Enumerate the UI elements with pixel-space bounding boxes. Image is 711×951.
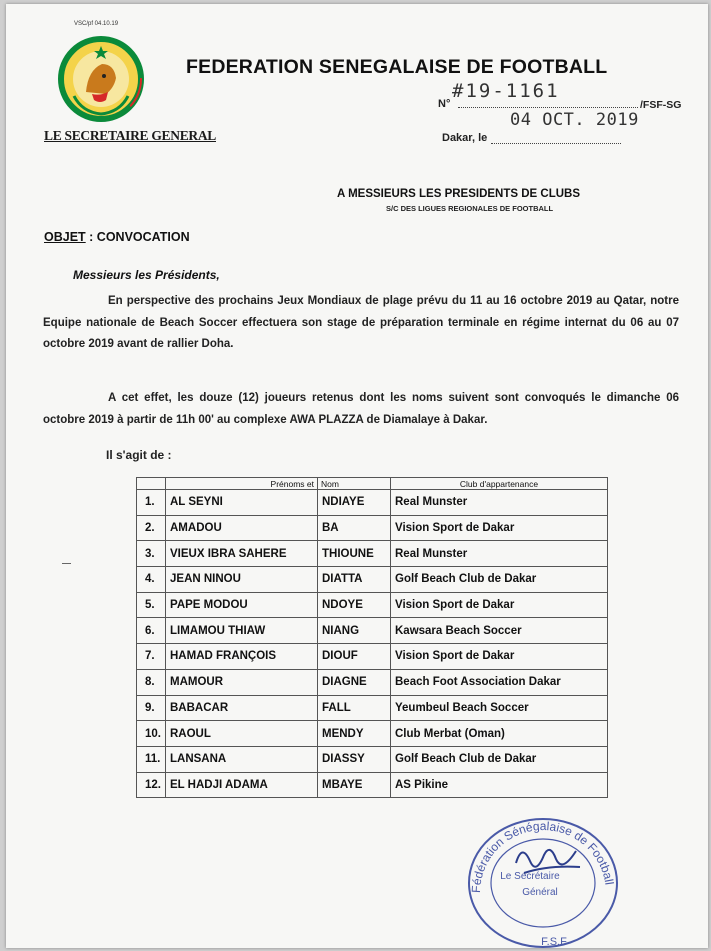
seal-center-line-1: Le Secrétaire xyxy=(500,871,560,882)
player-number: 4. xyxy=(137,567,166,593)
player-club: Real Munster xyxy=(391,490,608,516)
player-first-name: VIEUX IBRA SAHERE xyxy=(166,541,318,567)
table-row xyxy=(137,490,608,516)
player-club: Golf Beach Club de Dakar xyxy=(391,567,608,593)
player-last-name: NDOYE xyxy=(318,592,391,618)
addressee-line-1: A MESSIEURS LES PRESIDENTS DE CLUBS xyxy=(337,188,581,200)
player-club: AS Pikine xyxy=(391,772,608,798)
player-first-name: BABACAR xyxy=(166,695,318,721)
player-club: Real Munster xyxy=(391,541,608,567)
number-stamp: #19-1161 xyxy=(452,80,560,102)
table-row xyxy=(137,644,608,670)
addressee-line-2: S/C DES LIGUES REGIONALES DE FOOTBALL xyxy=(386,204,554,213)
player-number: 3. xyxy=(137,541,166,567)
table-row xyxy=(137,721,608,747)
player-first-name: LANSANA xyxy=(166,746,318,772)
players-table xyxy=(136,477,608,798)
object-separator: : xyxy=(85,230,97,244)
player-last-name: NDIAYE xyxy=(318,490,391,516)
list-intro: Il s'agit de : xyxy=(106,448,172,462)
player-club: Club Merbat (Oman) xyxy=(391,721,608,747)
player-last-name: BA xyxy=(318,515,391,541)
header-num xyxy=(137,478,166,490)
player-number: 6. xyxy=(137,618,166,644)
date-dotted-line xyxy=(491,133,621,144)
player-number: 8. xyxy=(137,669,166,695)
player-first-name: EL HADJI ADAMA xyxy=(166,772,318,798)
player-last-name: NIANG xyxy=(318,618,391,644)
table-row xyxy=(137,592,608,618)
table-row xyxy=(137,772,608,798)
player-first-name: LIMAMOU THIAW xyxy=(166,618,318,644)
place-label: Dakar, le xyxy=(442,132,488,144)
margin-mark xyxy=(62,563,71,564)
paragraph-1: En perspective des prochains Jeux Mondiaux de plage prévu du 11 au 16 octobre 2019 au Qatar, notre Equipe nationale de Beach Soccer effectuera son stage de préparation terminale en régime internat du 06 au 07 octobre 2019 avant de rallier Doha. xyxy=(43,295,679,350)
table-row xyxy=(137,515,608,541)
player-last-name: DIATTA xyxy=(318,567,391,593)
player-number: 12. xyxy=(137,772,166,798)
player-first-name: HAMAD FRANÇOIS xyxy=(166,644,318,670)
reference-code: VSC/pf 04.10.19 xyxy=(74,21,119,27)
player-first-name: PAPE MODOU xyxy=(166,592,318,618)
player-club: Vision Sport de Dakar xyxy=(391,644,608,670)
table-row xyxy=(137,618,608,644)
number-suffix: /FSF-SG xyxy=(640,99,682,111)
paragraph-2: A cet effet, les douze (12) joueurs retenus dont les noms suivent sont convoqués le dimanche 06 octobre 2019 à partir de 11h 00' au complexe AWA PLAZZA de Diamalaye à Dakar. xyxy=(43,392,679,426)
letter-page xyxy=(6,4,708,948)
federation-title: FEDERATION SENEGALAISE DE FOOTBALL xyxy=(186,56,608,78)
player-club: Golf Beach Club de Dakar xyxy=(391,746,608,772)
table-row xyxy=(137,567,608,593)
object-line xyxy=(44,230,190,244)
player-number: 11. xyxy=(137,746,166,772)
player-first-name: JEAN NINOU xyxy=(166,567,318,593)
number-dotted-line xyxy=(458,97,638,108)
header-nom: Nom xyxy=(318,478,391,490)
table-row xyxy=(137,669,608,695)
player-club: Vision Sport de Dakar xyxy=(391,592,608,618)
player-number: 10. xyxy=(137,721,166,747)
player-club: Vision Sport de Dakar xyxy=(391,515,608,541)
player-number: 7. xyxy=(137,644,166,670)
header-prenoms: Prénoms et xyxy=(166,478,318,490)
player-first-name: AL SEYNI xyxy=(166,490,318,516)
player-number: 5. xyxy=(137,592,166,618)
seal-bottom-text: F.S.F xyxy=(541,936,567,948)
table-row xyxy=(137,695,608,721)
player-last-name: FALL xyxy=(318,695,391,721)
player-first-name: AMADOU xyxy=(166,515,318,541)
seal-center-line-2: Général xyxy=(522,887,558,898)
player-club: Yeumbeul Beach Soccer xyxy=(391,695,608,721)
player-club: Beach Foot Association Dakar xyxy=(391,669,608,695)
player-club: Kawsara Beach Soccer xyxy=(391,618,608,644)
fsf-logo-icon xyxy=(56,34,146,124)
player-last-name: DIAGNE xyxy=(318,669,391,695)
player-last-name: DIOUF xyxy=(318,644,391,670)
player-number: 2. xyxy=(137,515,166,541)
player-last-name: THIOUNE xyxy=(318,541,391,567)
table-row xyxy=(137,541,608,567)
player-last-name: MBAYE xyxy=(318,772,391,798)
player-last-name: DIASSY xyxy=(318,746,391,772)
seal-ring-text: Fédération Sénégalaise de Football xyxy=(468,818,617,894)
table-row xyxy=(137,746,608,772)
object-value: CONVOCATION xyxy=(96,230,190,244)
players-table-body xyxy=(137,490,608,798)
date-stamp: 04 OCT. 2019 xyxy=(510,110,639,130)
player-first-name: MAMOUR xyxy=(166,669,318,695)
number-label: N° xyxy=(438,98,451,110)
player-number: 1. xyxy=(137,490,166,516)
official-seal-icon xyxy=(458,803,628,951)
header-club: Club d'appartenance xyxy=(391,478,608,490)
secretary-general-title: LE SECRETAIRE GENERAL xyxy=(44,128,216,143)
player-number: 9. xyxy=(137,695,166,721)
player-last-name: MENDY xyxy=(318,721,391,747)
object-label: OBJET xyxy=(44,230,86,244)
signature-mark xyxy=(516,850,580,873)
salutation: Messieurs les Présidents, xyxy=(73,268,220,282)
table-header-row xyxy=(137,478,608,490)
player-first-name: RAOUL xyxy=(166,721,318,747)
